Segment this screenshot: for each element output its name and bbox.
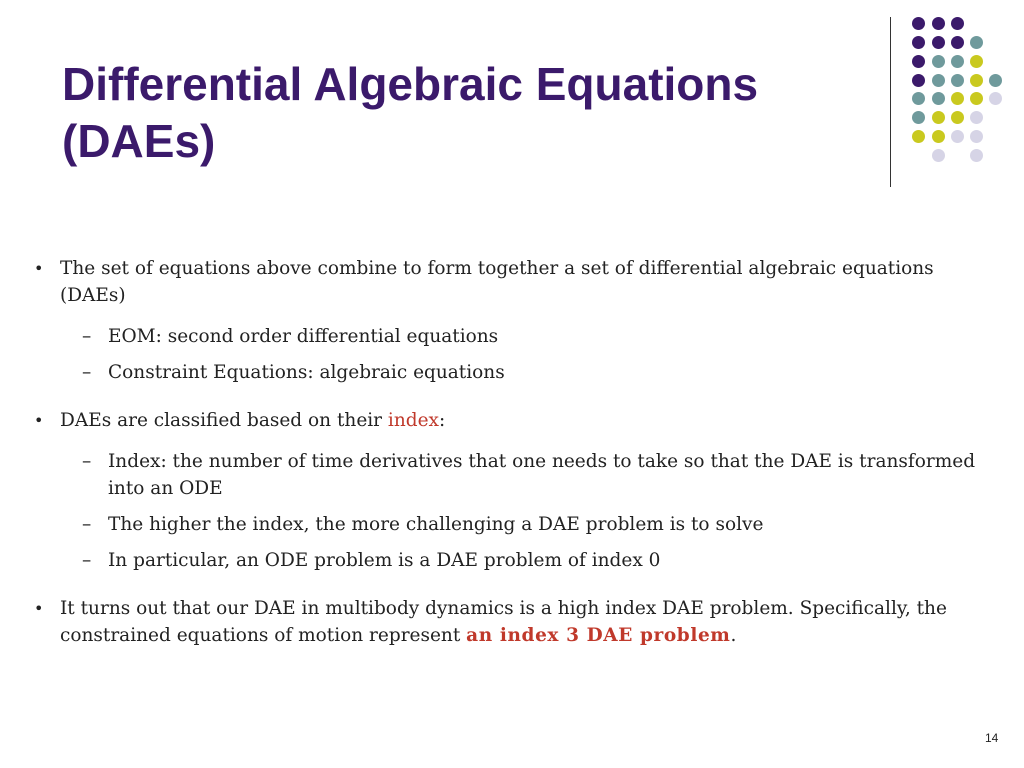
slide-title bbox=[62, 56, 862, 170]
decorative-dot bbox=[912, 36, 925, 49]
decorative-dot bbox=[951, 55, 964, 68]
bullet-item bbox=[32, 595, 994, 649]
decorative-dot bbox=[970, 92, 983, 105]
bullet-text-suffix: . bbox=[730, 625, 737, 646]
slide-body bbox=[32, 255, 994, 649]
decorative-dot bbox=[951, 92, 964, 105]
sub-bullet-text: The higher the index, the more challenging a DAE problem is to solve bbox=[108, 514, 764, 535]
highlighted-term: index bbox=[387, 410, 439, 431]
decorative-dot bbox=[970, 74, 983, 87]
decorative-dot bbox=[912, 74, 925, 87]
dash-icon: – bbox=[82, 514, 92, 535]
bullet-dot-icon: • bbox=[34, 411, 44, 430]
decorative-dot bbox=[989, 74, 1002, 87]
decorative-dot bbox=[932, 74, 945, 87]
decorative-dot bbox=[932, 92, 945, 105]
bullet-text: The set of equations above combine to form together a set of differential algebraic equations (DAEs) bbox=[60, 258, 934, 306]
dash-icon: – bbox=[82, 451, 92, 472]
decorative-dot bbox=[989, 92, 1002, 105]
bullet-item bbox=[32, 255, 994, 309]
sub-bullet-text: Index: the number of time derivatives that one needs to take so that the DAE is transformed into an ODE bbox=[108, 451, 976, 499]
slide-title-line-1: Differential Algebraic Equations bbox=[62, 58, 759, 110]
sub-bullet-text: Constraint Equations: algebraic equations bbox=[108, 362, 505, 383]
bullet-dot-icon: • bbox=[34, 259, 44, 278]
bullet-item bbox=[32, 407, 994, 434]
decorative-dot bbox=[951, 111, 964, 124]
sub-bullet-item bbox=[32, 323, 994, 350]
bullet-text-prefix: It turns out that our DAE in multibody dynamics is a high index DAE problem. Specifically, the constrained equations of motion represent bbox=[60, 598, 947, 646]
sub-bullet-text: In particular, an ODE problem is a DAE problem of index 0 bbox=[108, 550, 661, 571]
sub-bullet-item bbox=[32, 511, 994, 538]
decorative-dot bbox=[970, 36, 983, 49]
decorative-dot bbox=[970, 149, 983, 162]
decorative-divider-line bbox=[890, 17, 891, 187]
sub-bullet-text: EOM: second order differential equations bbox=[108, 326, 499, 347]
page-number: 14 bbox=[985, 731, 999, 745]
dash-icon: – bbox=[82, 326, 92, 347]
decorative-dot bbox=[970, 55, 983, 68]
highlighted-phrase: an index 3 DAE problem bbox=[466, 625, 731, 646]
decorative-dot bbox=[970, 111, 983, 124]
bullet-text-suffix: : bbox=[438, 410, 446, 431]
decorative-dot bbox=[951, 130, 964, 143]
decorative-dot bbox=[932, 36, 945, 49]
bullet-dot-icon: • bbox=[34, 599, 44, 618]
decorative-dot bbox=[932, 111, 945, 124]
decorative-dot bbox=[951, 17, 964, 30]
decorative-dot bbox=[951, 74, 964, 87]
decorative-dot bbox=[912, 55, 925, 68]
decorative-dot bbox=[912, 130, 925, 143]
decorative-dot bbox=[912, 92, 925, 105]
bullet-text-prefix: DAEs are classified based on their bbox=[60, 410, 388, 431]
dash-icon: – bbox=[82, 362, 92, 383]
sub-bullet-item bbox=[32, 359, 994, 386]
slide-title-line-2: (DAEs) bbox=[62, 115, 216, 167]
decorative-dot bbox=[912, 111, 925, 124]
decorative-dot bbox=[932, 130, 945, 143]
decorative-dot bbox=[951, 36, 964, 49]
decorative-dot bbox=[932, 149, 945, 162]
decorative-dot bbox=[932, 55, 945, 68]
decorative-dot bbox=[932, 17, 945, 30]
decorative-dot bbox=[970, 130, 983, 143]
sub-bullet-item bbox=[32, 547, 994, 574]
sub-bullet-item bbox=[32, 448, 994, 502]
decorative-dot bbox=[912, 17, 925, 30]
dash-icon: – bbox=[82, 550, 92, 571]
